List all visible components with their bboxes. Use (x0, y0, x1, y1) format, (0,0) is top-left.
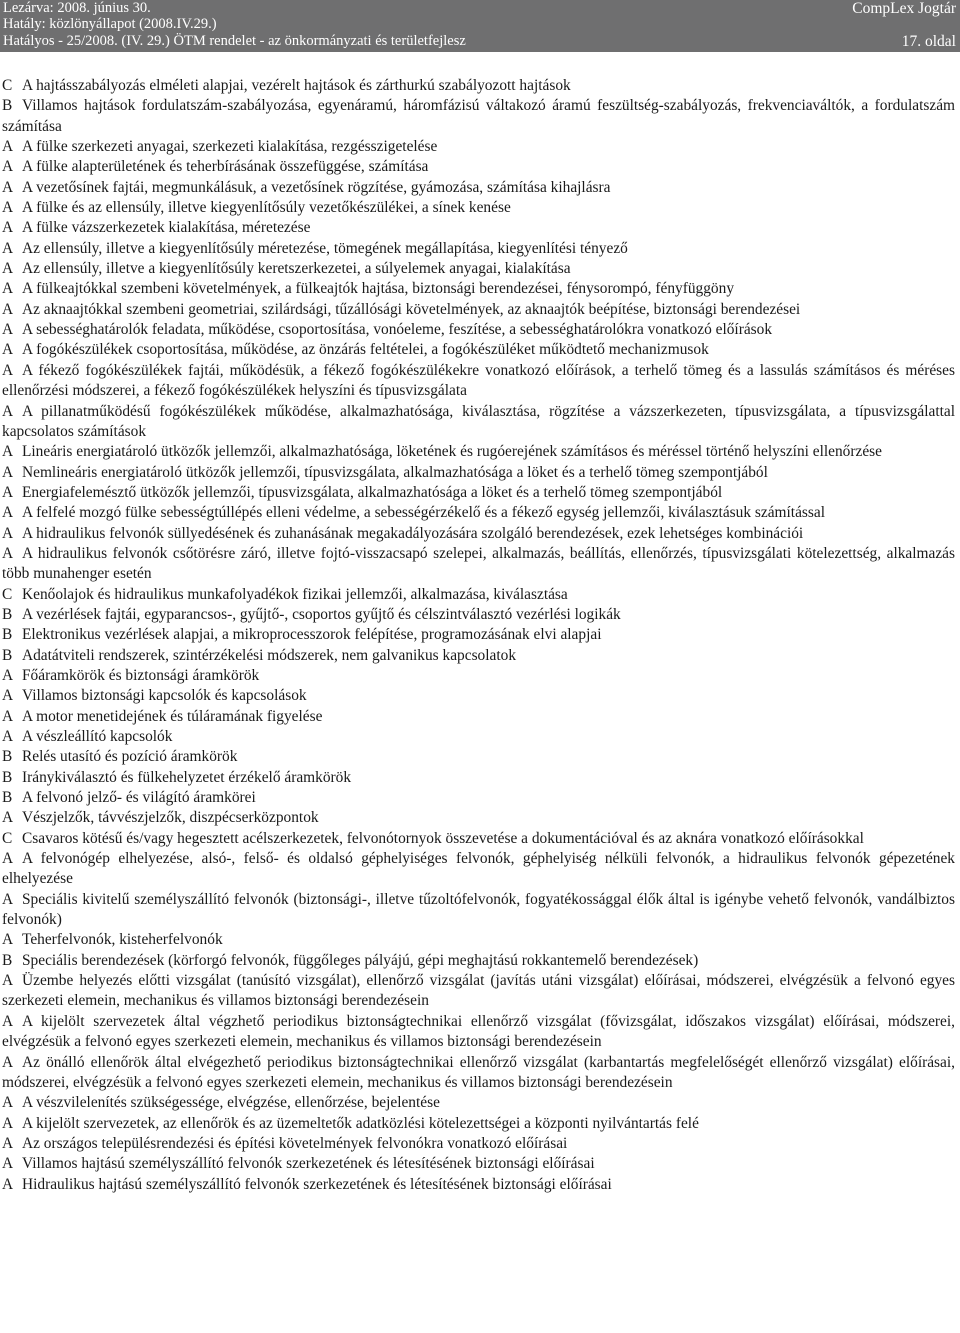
item-level-code: A (2, 260, 14, 278)
item-level-code: A (2, 890, 14, 908)
document-header (0, 0, 960, 52)
list-item (2, 829, 955, 849)
list-item (2, 1154, 955, 1174)
list-item (2, 1012, 955, 1053)
list-item (2, 1114, 955, 1134)
item-text: A kijelölt szervezetek, az ellenőrök és az üzemeltetők adatközlési kötelezettségei a központi nyilvántartás felé (22, 1114, 699, 1132)
item-level-code: A (2, 402, 14, 420)
item-text: A felfelé mozgó fülke sebességtúllépés elleni védelme, a sebességérzékelő és a fékező egység jellemzői, kiválasztásuk számítással (22, 504, 825, 522)
item-text: Nemlineáris energiatároló ütközők jellemzői, típusvizsgálata, alkalmazhatósága a löket és a terhelő tömeg szempontjából (22, 463, 768, 481)
item-text: A fogókészülékek csoportosítása, működése, az önzárás feltételei, a fogókészüléket működtető mechanizmusok (22, 341, 709, 359)
item-text: Lineáris energiatároló ütközők jellemzői, alkalmazhatósága, löketének és rugóerejének számításos és méréssel történő helyszíni ellenőrzése (22, 443, 882, 461)
list-item (2, 96, 955, 137)
item-text: Csavaros kötésű és/vagy hegesztett acélszerkezetek, felvonótornyok összevetése a dokumentációval és az aknára vonatkozó előírásokkal (22, 829, 864, 847)
list-item (2, 76, 955, 96)
list-item (2, 605, 955, 625)
item-text: Villamos biztonsági kapcsolók és kapcsolások (22, 687, 307, 705)
item-text: A hidraulikus felvonók csőtörésre záró, illetve fojtó-visszacsapó szelepei, alkalmazás, beállítás, ellenőrzés, típusvizsgálati kötelezettség, alkalmazás több munahenger esetén (2, 544, 955, 583)
item-text: Teherfelvonók, kisteherfelvonók (22, 931, 223, 949)
item-text: Elektronikus vezérlések alapjai, a mikroprocesszorok felépítése, programozásának elvi alapjai (22, 626, 602, 644)
list-item (2, 157, 955, 177)
item-text: A fülke szerkezeti anyagai, szerkezeti kialakítása, rezgésszigetelése (22, 138, 438, 156)
list-item (2, 890, 955, 931)
item-level-code: A (2, 1134, 14, 1152)
list-item (2, 178, 955, 198)
item-level-code: A (2, 178, 14, 196)
item-level-code: B (2, 605, 13, 623)
item-level-code: B (2, 768, 13, 786)
list-item (2, 686, 955, 706)
list-item (2, 361, 955, 402)
list-item (2, 788, 955, 808)
item-text: A sebességhatárolók feladata, működése, csoportosítása, vonóeleme, feszítése, a sebességhatárolókra vonatkozó előírások (22, 321, 773, 339)
item-text: A vezérlések fajtái, egyparancsos-, gyűjtő-, csoportos gyűjtő és célszintválasztó vezérlési logikák (22, 605, 621, 623)
list-item (2, 930, 955, 950)
item-level-code: A (2, 931, 14, 949)
item-text: A kijelölt szervezetek által végzhető periodikus biztonságtechnikai ellenőrző vizsgálat (fővizsgálat, időszakos vizsgálat) előírásai, módszerei, elvégzésük a felvonó egyes szerkezeti elemein, mechanikus és villamos biztonsági berendezésein (2, 1012, 955, 1051)
list-item (2, 524, 955, 544)
list-item (2, 625, 955, 645)
item-text: Adatátviteli rendszerek, szintérzékelési módszerek, nem galvanikus kapcsolatok (22, 646, 517, 664)
effective-regulation: Hatályos - 25/2008. (IV. 29.) ÖTM rendelet - az önkormányzati és területfejlesz (3, 33, 466, 49)
item-text: Az országos településrendezési és építési követelmények felvonókra vonatkozó előírásai (22, 1134, 568, 1152)
list-item (2, 463, 955, 483)
list-item (2, 402, 955, 443)
item-text: A vészvilelenítés szükségessége, elvégzése, ellenőrzése, bejelentése (22, 1094, 440, 1112)
item-text: Főáramkörök és biztonsági áramkörök (22, 666, 260, 684)
item-text: A vészleállító kapcsolók (22, 728, 173, 745)
item-text: A fülke vázszerkezetek kialakítása, méretezése (22, 219, 311, 237)
item-level-code: B (2, 951, 13, 969)
item-level-code: C (2, 829, 13, 847)
item-level-code: A (2, 219, 14, 237)
item-level-code: B (2, 646, 13, 664)
list-item (2, 300, 955, 320)
item-level-code: A (2, 138, 14, 156)
item-level-code: A (2, 809, 14, 827)
list-item (2, 1175, 955, 1195)
list-item (2, 951, 955, 971)
item-level-code: A (2, 158, 14, 176)
publisher-brand: CompLex Jogtár (852, 0, 956, 17)
list-item (2, 239, 955, 259)
item-level-code: A (2, 524, 14, 542)
item-level-code: B (2, 748, 13, 766)
item-level-code: A (2, 707, 14, 725)
item-text: Villamos hajtások fordulatszám-szabályozása, egyenáramú, háromfázisú váltakozó áramú feszültség-szabályozás, frekvenciaváltók, a fordulatszám számítása (2, 97, 955, 135)
list-item (2, 320, 955, 340)
item-level-code: A (2, 728, 14, 745)
item-level-code: A (2, 239, 14, 257)
list-item (2, 1134, 955, 1154)
item-text: Relés utasító és pozíció áramkörök (22, 748, 238, 766)
item-level-code: A (2, 504, 14, 522)
closing-date: Lezárva: 2008. június 30. (3, 0, 151, 16)
item-text: Iránykiválasztó és fülkehelyzetet érzékelő áramkörök (22, 768, 352, 786)
item-level-code: A (2, 1053, 14, 1071)
item-level-code: B (2, 626, 13, 644)
item-text: A pillanatműködésű fogókészülékek működése, alkalmazhatósága, kiválasztása, rögzítése a vázszerkezeten, típusvizsgálata, a típusvizsgálattal kapcsolatos számítások (2, 402, 955, 440)
item-level-code: A (2, 321, 14, 339)
list-item (2, 544, 955, 585)
topic-list (2, 76, 955, 1195)
validity-status: Hatály: közlönyállapot (2008.IV.29.) (3, 16, 217, 32)
list-item (2, 483, 955, 503)
list-item (2, 1053, 955, 1094)
item-text: Üzembe helyezés előtti vizsgálat (tanúsító vizsgálat), ellenőrző vizsgálat (javítás utáni vizsgálat) előírásai, módszerei, elvégzésük a felvonó egyes szerkezeti elemein, mechanikus és villamos biztonsági berendezésein (2, 972, 955, 1010)
item-level-code: A (2, 463, 14, 481)
item-text: A vezetősínek fajtái, megmunkálásuk, a vezetősínek rögzítése, gyámozása, számítása kihajlásra (22, 178, 611, 196)
list-item (2, 340, 955, 360)
item-text: Speciális kivitelű személyszállító felvonók (biztonsági-, illetve tűzoltófelvonók, fogyatékossággal élők által is igénybe vehető felvonók, vandálbiztos felvonók) (2, 890, 955, 929)
item-level-code: A (2, 1114, 14, 1132)
list-item (2, 259, 955, 279)
item-level-code: A (2, 544, 14, 562)
item-level-code: A (2, 361, 14, 379)
item-level-code: C (2, 77, 13, 94)
list-item (2, 666, 955, 686)
list-item (2, 442, 955, 462)
item-level-code: A (2, 341, 14, 359)
item-text: Hidraulikus hajtású személyszállító felvonók szerkezetének és létesítésének biztonsági előírásai (22, 1175, 612, 1193)
item-text: A fülke és az ellensúly, illetve kiegyenlítősúly vezetőkészülékei, a sínek kenése (22, 199, 511, 217)
list-item (2, 585, 955, 605)
item-text: Az aknaajtókkal szembeni geometriai, szilárdsági, tűzállósági követelmények, az aknaajtók beépítése, biztonsági berendezései (22, 300, 801, 318)
list-item (2, 971, 955, 1012)
item-level-code: B (2, 97, 13, 115)
item-level-code: A (2, 483, 14, 501)
item-level-code: A (2, 1012, 14, 1030)
item-level-code: A (2, 1175, 14, 1193)
item-text: Energiafelemésztő ütközők jellemzői, típusvizsgálata, alkalmazhatósága a löket és a terhelő tömeg szempontjából (22, 483, 723, 501)
item-text: A felvonó jelző- és világító áramkörei (22, 789, 256, 807)
list-item (2, 503, 955, 523)
item-text: A fülkeajtókkal szembeni követelmények, a fülkeajtók hajtása, biztonsági berendezései, fénysorompó, fényfüggöny (22, 280, 735, 298)
list-item (2, 727, 955, 747)
list-item (2, 218, 955, 238)
item-level-code: A (2, 443, 14, 461)
item-text: Az ellensúly, illetve a kiegyenlítősúly méretezése, tömegének megállapítása, kiegyenlítési tényező (22, 239, 628, 257)
item-level-code: A (2, 850, 14, 868)
item-level-code: B (2, 789, 13, 807)
list-item (2, 198, 955, 218)
item-level-code: A (2, 280, 14, 298)
list-item (2, 849, 955, 890)
list-item (2, 279, 955, 299)
list-item (2, 808, 955, 828)
item-level-code: A (2, 972, 14, 990)
item-text: Vészjelzők, távvészjelzők, diszpécserközpontok (22, 809, 319, 827)
item-text: Kenőolajok és hidraulikus munkafolyadékok fizikai jellemzői, alkalmazása, kiválasztása (22, 585, 568, 603)
item-level-code: A (2, 199, 14, 217)
item-text: A motor menetidejének és túláramának figyelése (22, 707, 323, 725)
list-item (2, 646, 955, 666)
item-level-code: A (2, 1155, 14, 1173)
item-text: A hajtásszabályozás elméleti alapjai, vezérelt hajtások és zárthurkú szabályozott hajtások (22, 77, 571, 94)
item-text: Az önálló ellenőrök által elvégezhető periodikus biztonságtechnikai ellenőrző vizsgálat (karbantartás megfelelőségét ellenőrző vizsgálat) előírásai, módszerei, elvégzésük a felvonó egyes szerkezeti elemein, mechanikus és villamos biztonsági berendezésein (2, 1053, 955, 1091)
list-item (2, 768, 955, 788)
item-level-code: A (2, 300, 14, 318)
list-item (2, 707, 955, 727)
item-level-code: A (2, 666, 14, 684)
list-item (2, 747, 955, 767)
item-level-code: A (2, 1094, 14, 1112)
item-text: Villamos hajtású személyszállító felvonók szerkezetének és létesítésének biztonsági előírásai (22, 1155, 595, 1173)
item-text: Speciális berendezések (körforgó felvonók, függőleges pályájú, gépi meghajtású rokkantemelő berendezések) (22, 951, 699, 969)
item-text: A fékező fogókészülékek fajtái, működésük, a fékező fogókészülékekre vonatkozó előírások, a terhelő tömeg és a lassulás számításos és méréses ellenőrzési módszerei, a fékező fogókészülékek helyszíni és típusvizsgálata (2, 361, 955, 400)
list-item (2, 137, 955, 157)
item-level-code: C (2, 585, 13, 603)
item-text: A hidraulikus felvonók süllyedésének és zuhanásának megakadályozására szolgáló berendezések, ezek lehetséges kombinációi (22, 524, 804, 542)
item-text: A felvonógép elhelyezése, alsó-, felső- és oldalsó géphelyiséges felvonók, géphelyiség nélküli felvonók, a hidraulikus felvonók gépezetének elhelyezése (2, 850, 955, 888)
item-level-code: A (2, 687, 14, 705)
item-text: A fülke alapterületének és teherbírásának összefüggése, számítása (22, 158, 429, 176)
list-item (2, 1093, 955, 1113)
item-text: Az ellensúly, illetve a kiegyenlítősúly keretszerkezetei, a súlyelemek anyagai, kialakítása (22, 260, 571, 278)
page-number: 17. oldal (901, 33, 956, 50)
